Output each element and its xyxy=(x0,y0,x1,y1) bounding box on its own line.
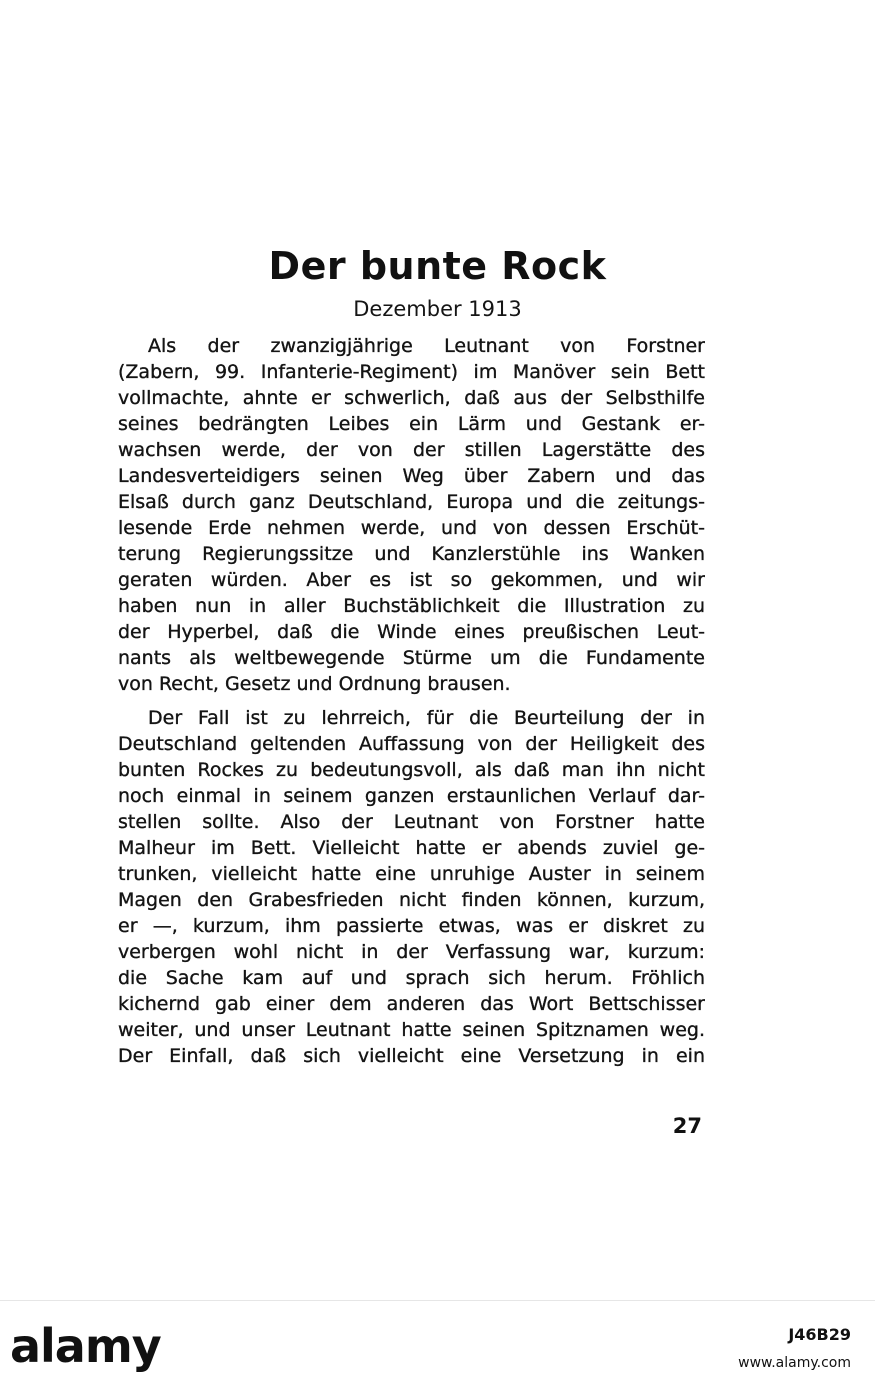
text-line: Der Einfall, daß sich vielleicht eine Versetzung in ein xyxy=(118,1045,705,1067)
text-line: Magen den Grabesfrieden nicht finden können, kurzum, xyxy=(118,889,705,911)
image-id: J46B29 xyxy=(788,1325,851,1344)
text-line: Malheur im Bett. Vielleicht hatte er abends zuviel ge- xyxy=(118,837,705,859)
text-line: vollmachte, ahnte er schwerlich, daß aus der Selbsthilfe xyxy=(118,387,705,409)
watermark-footer xyxy=(0,1300,875,1391)
text-line: weiter, und unser Leutnant hatte seinen Spitznamen weg. xyxy=(118,1019,705,1041)
text-line: (Zabern, 99. Infanterie-Regiment) im Manöver sein Bett xyxy=(118,361,705,383)
text-line: Elsaß durch ganz Deutschland, Europa und die zeitungs- xyxy=(118,491,705,513)
text-line: Der Fall ist zu lehrreich, für die Beurteilung der in xyxy=(148,707,705,729)
paragraph-2 xyxy=(118,705,705,1069)
text-line: der Hyperbel, daß die Winde eines preußischen Leut- xyxy=(118,621,705,643)
text-line: kichernd gab einer dem anderen das Wort Bettschisser xyxy=(118,993,705,1015)
text-line: stellen sollte. Also der Leutnant von Forstner hatte xyxy=(118,811,705,833)
text-line: noch einmal in seinem ganzen erstaunlichen Verlauf dar- xyxy=(118,785,705,807)
text-line: er —, kurzum, ihm passierte etwas, was er diskret zu xyxy=(118,915,705,937)
text-line: Landesverteidigers seinen Weg über Zabern und das xyxy=(118,465,705,487)
body-text xyxy=(118,333,705,1069)
text-line: trunken, vielleicht hatte eine unruhige Auster in seinem xyxy=(118,863,705,885)
text-line: bunten Rockes zu bedeutungsvoll, als daß man ihn nicht xyxy=(118,759,705,781)
text-line: von Recht, Gesetz und Ordnung brausen. xyxy=(118,673,511,695)
chapter-title: Der bunte Rock xyxy=(268,244,607,288)
text-line: seines bedrängten Leibes ein Lärm und Gestank er- xyxy=(118,413,705,435)
paragraph-1 xyxy=(118,333,705,697)
text-line: die Sache kam auf und sprach sich herum. Fröhlich xyxy=(118,967,705,989)
alamy-logo: alamy xyxy=(10,1319,161,1373)
text-line: geraten würden. Aber es ist so gekommen, und wir xyxy=(118,569,705,591)
text-line: nants als weltbewegende Stürme um die Fundamente xyxy=(118,647,705,669)
chapter-date: Dezember 1913 xyxy=(353,297,522,321)
footer-url: www.alamy.com xyxy=(738,1355,851,1371)
page-number: 27 xyxy=(672,1114,702,1138)
text-line: haben nun in aller Buchstäblichkeit die Illustration zu xyxy=(118,595,705,617)
text-line: Als der zwanzigjährige Leutnant von Forstner xyxy=(148,335,705,357)
text-line: wachsen werde, der von der stillen Lagerstätte des xyxy=(118,439,705,461)
paragraph-spacer xyxy=(118,697,705,705)
text-line: Deutschland geltenden Auffassung von der Heiligkeit des xyxy=(118,733,705,755)
text-line: terung Regierungssitze und Kanzlerstühle ins Wanken xyxy=(118,543,705,565)
text-line: lesende Erde nehmen werde, und von dessen Erschüt- xyxy=(118,517,705,539)
text-line: verbergen wohl nicht in der Verfassung war, kurzum: xyxy=(118,941,705,963)
